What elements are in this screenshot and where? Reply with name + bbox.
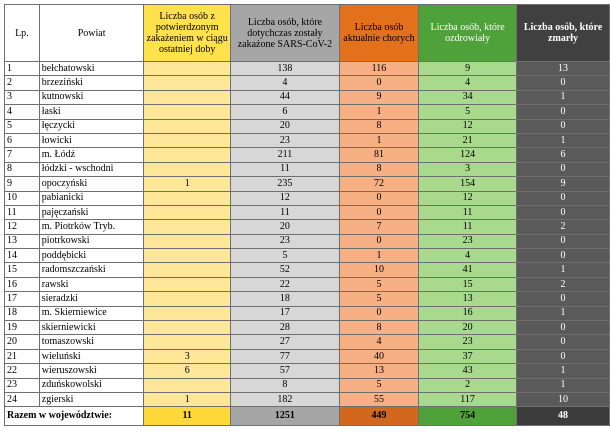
cell-recovered: 23 [419, 234, 517, 248]
cell-recovered: 16 [419, 306, 517, 320]
cell-powiat: łowicki [39, 133, 144, 147]
cell-new-cases [144, 263, 231, 277]
table-row [5, 133, 610, 147]
cell-new-cases [144, 321, 231, 335]
cell-powiat: kutnowski [39, 90, 144, 104]
cell-deaths: 1 [517, 306, 610, 320]
table-row [5, 162, 610, 176]
cell-recovered: 4 [419, 76, 517, 90]
cell-new-cases [144, 234, 231, 248]
cell-active: 1 [339, 105, 418, 119]
cell-powiat: piotrkowski [39, 234, 144, 248]
cell-powiat: brzeziński [39, 76, 144, 90]
cell-new-cases [144, 249, 231, 263]
header-total-cases: Liczba osób, które dotychczas zostały zakażone SARS-CoV-2 [231, 5, 340, 62]
cell-deaths: 1 [517, 133, 610, 147]
cell-total-cases: 235 [231, 177, 340, 191]
cell-new-cases [144, 162, 231, 176]
header-lp: Lp. [5, 5, 40, 62]
cell-recovered: 154 [419, 177, 517, 191]
table-row [5, 205, 610, 219]
cell-recovered: 41 [419, 263, 517, 277]
cell-active: 0 [339, 234, 418, 248]
cell-lp: 1 [5, 62, 40, 76]
totals-total-cases: 1251 [231, 407, 340, 426]
cell-total-cases: 27 [231, 335, 340, 349]
cell-active: 8 [339, 321, 418, 335]
header-new-cases: Liczba osób z potwierdzonym zakażeniem w ciągu ostatniej doby [144, 5, 231, 62]
cell-lp: 8 [5, 162, 40, 176]
cell-lp: 4 [5, 105, 40, 119]
table-row [5, 321, 610, 335]
totals-active: 449 [339, 407, 418, 426]
cell-active: 9 [339, 90, 418, 104]
cell-recovered: 23 [419, 335, 517, 349]
cell-lp: 12 [5, 220, 40, 234]
header-recovered: Liczba osób, które ozdrowiały [419, 5, 517, 62]
cell-deaths: 0 [517, 349, 610, 363]
cell-total-cases: 23 [231, 234, 340, 248]
cell-recovered: 117 [419, 392, 517, 406]
cell-recovered: 37 [419, 349, 517, 363]
cell-new-cases [144, 119, 231, 133]
cell-active: 72 [339, 177, 418, 191]
cell-total-cases: 77 [231, 349, 340, 363]
table-row [5, 177, 610, 191]
cell-new-cases: 1 [144, 392, 231, 406]
cell-new-cases [144, 76, 231, 90]
cell-powiat: m. Łódź [39, 148, 144, 162]
cell-powiat: m. Piotrków Tryb. [39, 220, 144, 234]
cell-total-cases: 4 [231, 76, 340, 90]
cell-new-cases [144, 90, 231, 104]
cell-new-cases [144, 277, 231, 291]
cell-lp: 18 [5, 306, 40, 320]
cell-deaths: 0 [517, 191, 610, 205]
table-row [5, 191, 610, 205]
cell-active: 10 [339, 263, 418, 277]
cell-deaths: 0 [517, 119, 610, 133]
cell-powiat: bełchatowski [39, 62, 144, 76]
cell-new-cases [144, 62, 231, 76]
cell-deaths: 13 [517, 62, 610, 76]
header-deaths: Liczba osób, które zmarły [517, 5, 610, 62]
cell-recovered: 11 [419, 220, 517, 234]
cell-recovered: 4 [419, 249, 517, 263]
table-body [5, 62, 610, 407]
table-row [5, 364, 610, 378]
cell-deaths: 1 [517, 378, 610, 392]
cell-deaths: 10 [517, 392, 610, 406]
cell-lp: 6 [5, 133, 40, 147]
cell-active: 13 [339, 364, 418, 378]
table-row [5, 234, 610, 248]
cell-recovered: 12 [419, 191, 517, 205]
cell-recovered: 3 [419, 162, 517, 176]
cell-powiat: pajęczański [39, 205, 144, 219]
cell-recovered: 15 [419, 277, 517, 291]
cell-lp: 23 [5, 378, 40, 392]
totals-row [5, 407, 610, 426]
cell-active: 0 [339, 306, 418, 320]
cell-total-cases: 18 [231, 292, 340, 306]
cell-recovered: 13 [419, 292, 517, 306]
table-row [5, 220, 610, 234]
cell-recovered: 43 [419, 364, 517, 378]
cell-lp: 11 [5, 205, 40, 219]
cell-active: 81 [339, 148, 418, 162]
cell-deaths: 0 [517, 335, 610, 349]
cell-recovered: 2 [419, 378, 517, 392]
table-row [5, 392, 610, 406]
table-row [5, 349, 610, 363]
cell-new-cases [144, 205, 231, 219]
covid-district-table [4, 4, 610, 426]
header-active: Liczba osób aktualnie chorych [339, 5, 418, 62]
cell-powiat: łaski [39, 105, 144, 119]
cell-powiat: opoczyński [39, 177, 144, 191]
cell-powiat: skierniewicki [39, 321, 144, 335]
cell-deaths: 0 [517, 249, 610, 263]
cell-powiat: łęczycki [39, 119, 144, 133]
cell-recovered: 9 [419, 62, 517, 76]
cell-powiat: radomszczański [39, 263, 144, 277]
cell-powiat: pabianicki [39, 191, 144, 205]
cell-total-cases: 5 [231, 249, 340, 263]
cell-new-cases: 6 [144, 364, 231, 378]
cell-recovered: 20 [419, 321, 517, 335]
table-row [5, 306, 610, 320]
cell-recovered: 124 [419, 148, 517, 162]
totals-deaths: 48 [517, 407, 610, 426]
cell-powiat: rawski [39, 277, 144, 291]
cell-recovered: 11 [419, 205, 517, 219]
cell-new-cases [144, 378, 231, 392]
cell-deaths: 0 [517, 76, 610, 90]
cell-lp: 19 [5, 321, 40, 335]
cell-total-cases: 23 [231, 133, 340, 147]
cell-lp: 22 [5, 364, 40, 378]
cell-total-cases: 211 [231, 148, 340, 162]
cell-lp: 3 [5, 90, 40, 104]
cell-deaths: 2 [517, 277, 610, 291]
cell-new-cases [144, 191, 231, 205]
cell-powiat: łódzki - wschodni [39, 162, 144, 176]
cell-deaths: 2 [517, 220, 610, 234]
cell-lp: 9 [5, 177, 40, 191]
cell-powiat: wieruszowski [39, 364, 144, 378]
cell-active: 5 [339, 292, 418, 306]
cell-powiat: wieluński [39, 349, 144, 363]
table-row [5, 277, 610, 291]
cell-total-cases: 138 [231, 62, 340, 76]
cell-new-cases [144, 105, 231, 119]
cell-total-cases: 17 [231, 306, 340, 320]
cell-deaths: 0 [517, 292, 610, 306]
cell-new-cases [144, 148, 231, 162]
cell-powiat: zduńskowolski [39, 378, 144, 392]
table-row [5, 335, 610, 349]
table-row [5, 105, 610, 119]
cell-total-cases: 12 [231, 191, 340, 205]
table-row [5, 249, 610, 263]
table-row [5, 292, 610, 306]
header-powiat: Powiat [39, 5, 144, 62]
cell-total-cases: 11 [231, 205, 340, 219]
cell-lp: 24 [5, 392, 40, 406]
cell-powiat: tomaszowski [39, 335, 144, 349]
covid-table-container [4, 4, 610, 426]
cell-active: 8 [339, 119, 418, 133]
cell-total-cases: 44 [231, 90, 340, 104]
cell-deaths: 1 [517, 364, 610, 378]
cell-recovered: 12 [419, 119, 517, 133]
cell-new-cases [144, 292, 231, 306]
cell-active: 7 [339, 220, 418, 234]
cell-deaths: 1 [517, 90, 610, 104]
totals-new-cases: 11 [144, 407, 231, 426]
cell-total-cases: 20 [231, 220, 340, 234]
cell-powiat: sieradzki [39, 292, 144, 306]
header-row [5, 5, 610, 62]
cell-new-cases [144, 306, 231, 320]
cell-deaths: 0 [517, 321, 610, 335]
cell-deaths: 0 [517, 105, 610, 119]
cell-active: 116 [339, 62, 418, 76]
totals-label: Razem w województwie: [5, 407, 144, 426]
cell-new-cases: 1 [144, 177, 231, 191]
table-row [5, 119, 610, 133]
cell-lp: 15 [5, 263, 40, 277]
cell-lp: 2 [5, 76, 40, 90]
table-row [5, 378, 610, 392]
cell-total-cases: 8 [231, 378, 340, 392]
cell-total-cases: 20 [231, 119, 340, 133]
cell-powiat: poddębicki [39, 249, 144, 263]
cell-recovered: 34 [419, 90, 517, 104]
cell-powiat: m. Skierniewice [39, 306, 144, 320]
cell-deaths: 0 [517, 205, 610, 219]
cell-total-cases: 28 [231, 321, 340, 335]
cell-active: 4 [339, 335, 418, 349]
cell-lp: 17 [5, 292, 40, 306]
cell-recovered: 5 [419, 105, 517, 119]
cell-deaths: 1 [517, 263, 610, 277]
cell-total-cases: 11 [231, 162, 340, 176]
table-row [5, 148, 610, 162]
cell-lp: 21 [5, 349, 40, 363]
cell-active: 8 [339, 162, 418, 176]
cell-lp: 20 [5, 335, 40, 349]
cell-lp: 16 [5, 277, 40, 291]
cell-lp: 10 [5, 191, 40, 205]
cell-active: 55 [339, 392, 418, 406]
cell-new-cases [144, 335, 231, 349]
cell-active: 5 [339, 277, 418, 291]
cell-lp: 13 [5, 234, 40, 248]
cell-powiat: zgierski [39, 392, 144, 406]
cell-lp: 14 [5, 249, 40, 263]
table-row [5, 76, 610, 90]
cell-total-cases: 6 [231, 105, 340, 119]
cell-deaths: 0 [517, 234, 610, 248]
table-row [5, 263, 610, 277]
cell-new-cases [144, 220, 231, 234]
cell-total-cases: 22 [231, 277, 340, 291]
cell-deaths: 9 [517, 177, 610, 191]
cell-deaths: 6 [517, 148, 610, 162]
cell-total-cases: 182 [231, 392, 340, 406]
cell-active: 0 [339, 76, 418, 90]
cell-lp: 5 [5, 119, 40, 133]
cell-active: 5 [339, 378, 418, 392]
cell-active: 1 [339, 133, 418, 147]
cell-total-cases: 57 [231, 364, 340, 378]
cell-total-cases: 52 [231, 263, 340, 277]
table-row [5, 90, 610, 104]
cell-new-cases: 3 [144, 349, 231, 363]
totals-recovered: 754 [419, 407, 517, 426]
cell-active: 40 [339, 349, 418, 363]
cell-new-cases [144, 133, 231, 147]
table-row [5, 62, 610, 76]
cell-lp: 7 [5, 148, 40, 162]
cell-active: 1 [339, 249, 418, 263]
cell-deaths: 0 [517, 162, 610, 176]
cell-active: 0 [339, 191, 418, 205]
cell-active: 0 [339, 205, 418, 219]
cell-recovered: 21 [419, 133, 517, 147]
